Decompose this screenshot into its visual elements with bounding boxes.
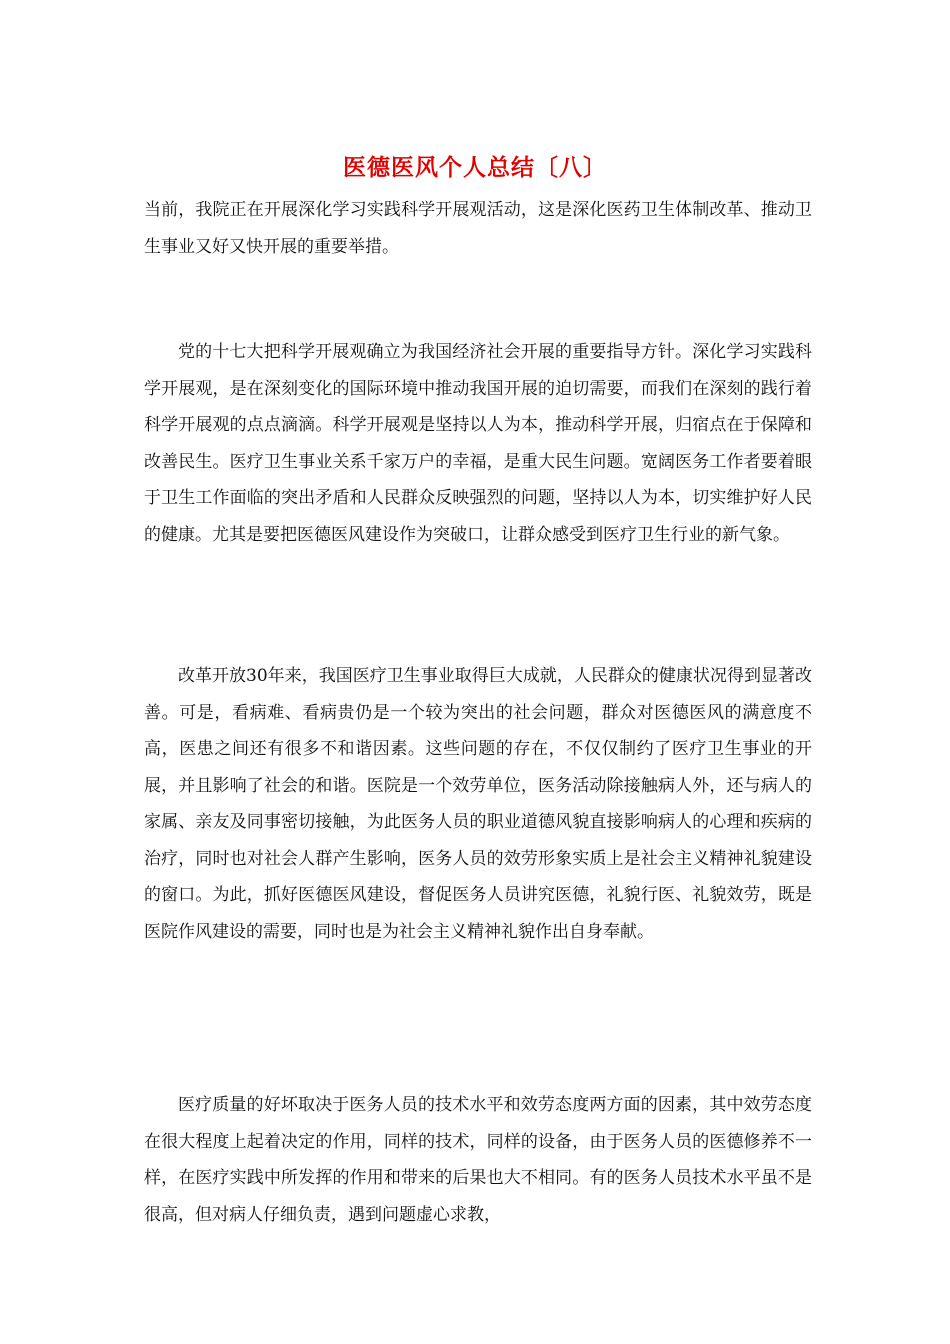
- document-title: 医德医风个人总结〔八〕: [343, 154, 607, 181]
- paragraph-reform-opening: 改革开放30年来，我国医疗卫生事业取得巨大成就，人民群众的健康状况得到显著改善。可是，看病难、看病贵仍是一个较为突出的社会问题，群众对医德医风的满意度不高，医患之间还有很多不和谐因素。这些问题的存在，不仅仅制约了医疗卫生事业的开展，并且影响了社会的和谐。医院是一个效劳单位，医务活动除接触病人外，还与病人的家属、亲友及同事密切接触，为此医务人员的职业道德风貌直接影响病人的心理和疾病的治疗，同时也对社会人群产生影响，医务人员的效劳形象实质上是社会主义精神礼貌建设的窗口。为此，抓好医德医风建设，督促医务人员讲究医德，礼貌行医、礼貌效劳，既是医院作风建设的需要，同时也是为社会主义精神礼貌作出自身奉献。: [144, 666, 812, 942]
- paragraph-scientific-development: 党的十七大把科学开展观确立为我国经济社会开展的重要指导方针。深化学习实践科学开展观，是在深刻变化的国际环境中推动我国开展的迫切需要，而我们在深刻的践行着科学开展观的点点滴滴。科学开展观是坚持以人为本，推动科学开展，归宿点在于保障和改善民生。医疗卫生事业关系千家万户的幸福，是重大民生问题。宽阔医务工作者要着眼于卫生工作面临的突出矛盾和人民群众反映强烈的问题，坚持以人为本，切实维护好人民的健康。尤其是要把医德医风建设作为突破口，让群众感受到医疗卫生行业的新气象。: [144, 342, 812, 545]
- paragraph-intro: 当前，我院正在开展深化学习实践科学开展观活动，这是深化医药卫生体制改革、推动卫生事业又好又快开展的重要举措。: [144, 200, 812, 257]
- paragraph-medical-quality: 医疗质量的好坏取决于医务人员的技术水平和效劳态度两方面的因素，其中效劳态度在很大程度上起着决定的作用，同样的技术，同样的设备，由于医务人员的医德修养不一样，在医疗实践中所发挥的作用和带来的后果也大不相同。有的医务人员技术水平虽不是很高，但对病人仔细负责，遇到问题虚心求教，: [144, 1095, 812, 1225]
